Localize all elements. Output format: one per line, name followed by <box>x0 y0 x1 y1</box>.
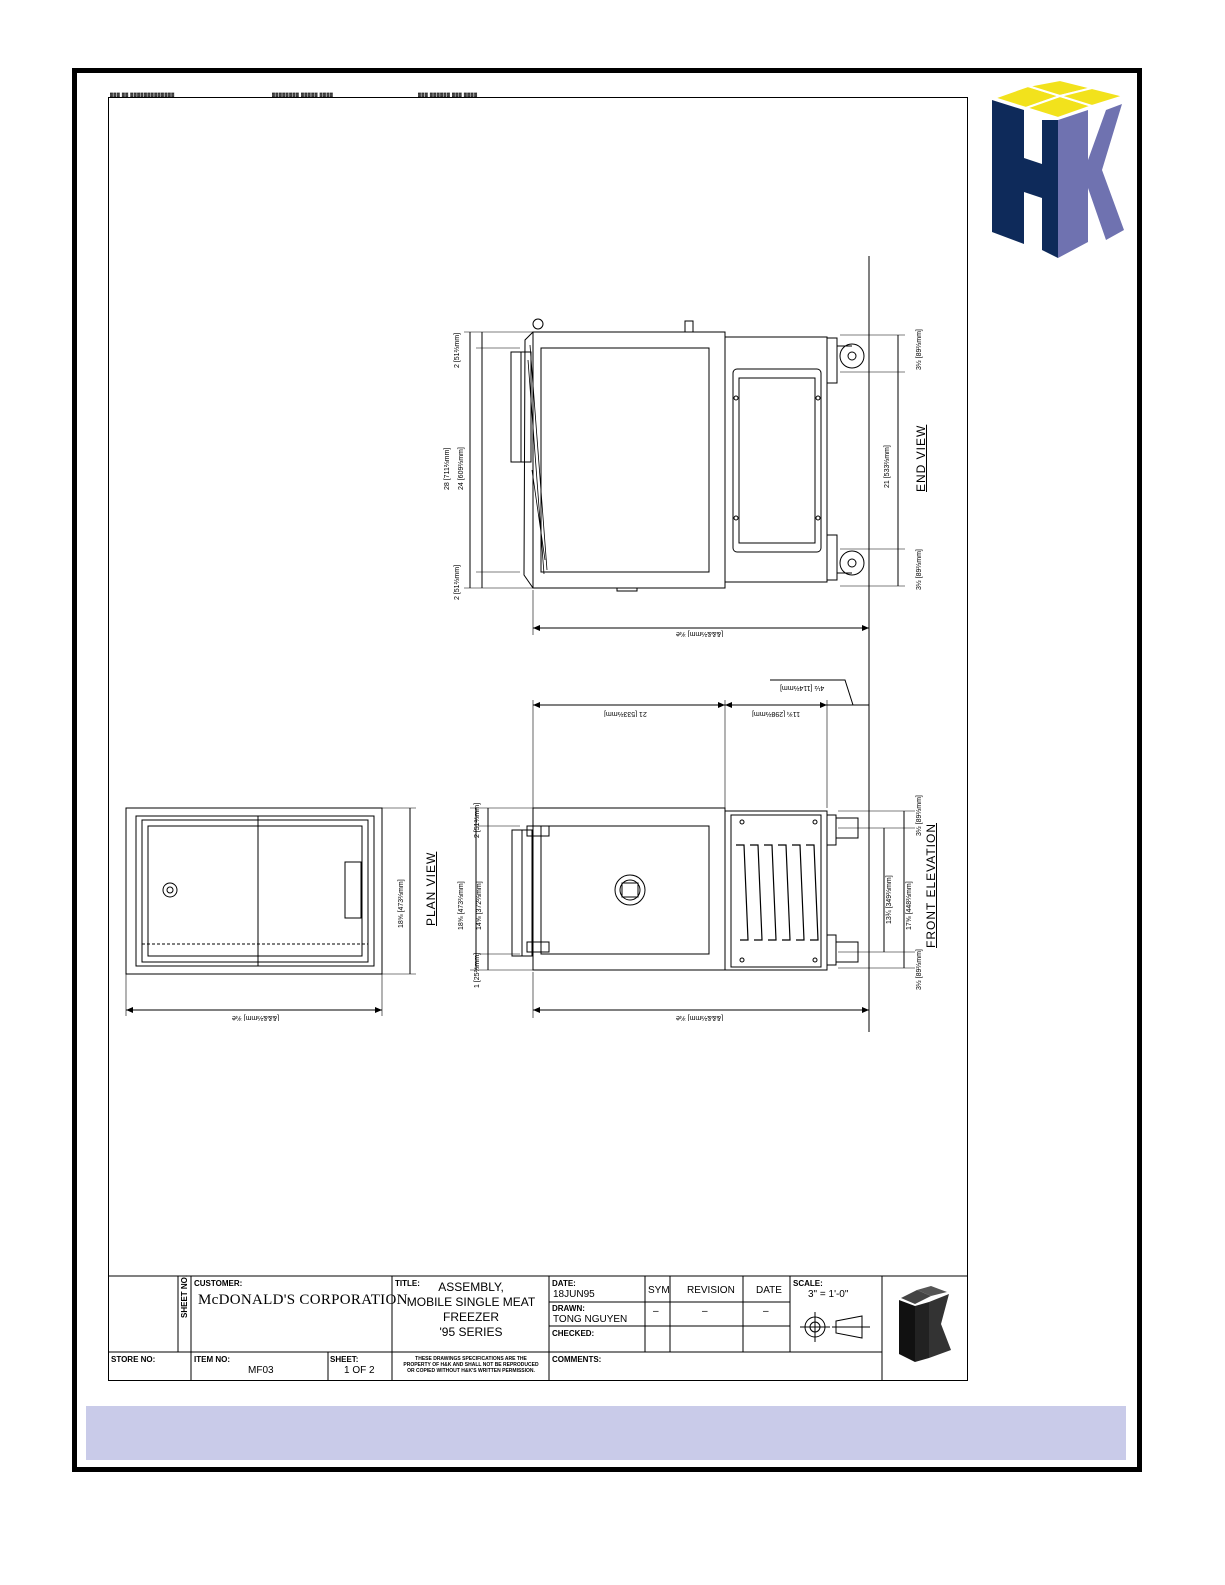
store-no-label: STORE NO: <box>111 1355 156 1364</box>
dim-end-top: 2 [51⅔mm] <box>454 332 461 368</box>
title-block-title <box>395 1280 547 1340</box>
property-note <box>393 1356 549 1374</box>
rev-date-header: DATE <box>756 1285 782 1296</box>
dim-front-right-bottom: 3½ [89⅔mm] <box>916 949 923 990</box>
dim-front-top-right: 11¾ [298⅔mm] <box>752 710 801 717</box>
title-label: TITLE: <box>395 1279 420 1288</box>
dim-front-right-a: 17⅝ [448⅔mm] <box>906 881 913 930</box>
comments-label: COMMENTS: <box>552 1355 602 1364</box>
drawn-value: TONG NGUYEN <box>553 1314 628 1325</box>
dim-front-left-top: 2 [51⅔mm] <box>474 802 481 838</box>
footer-band <box>86 1406 1126 1460</box>
sym-value: – <box>653 1306 659 1317</box>
dim-plan-height: 18⅝ [473⅔mm] <box>398 879 405 928</box>
scale-value: 3" = 1'-0" <box>808 1289 849 1300</box>
item-no-label: ITEM NO: <box>194 1355 230 1364</box>
revision-header: REVISION <box>687 1285 735 1296</box>
scale-label: SCALE: <box>793 1279 823 1288</box>
item-no-value: MF03 <box>248 1365 274 1376</box>
header-text-2: ▓▓▓▓▓▓▓▓ ▓▓▓▓▓ ▓▓▓▓ <box>272 92 334 97</box>
dim-end-overall: 28 [711⅔mm] <box>444 447 451 490</box>
title-line-4: '95 SERIES <box>439 1325 503 1339</box>
revision-value: – <box>702 1306 708 1317</box>
end-view-label: END VIEW <box>914 424 928 492</box>
dim-front-right-b: 13¾ [349⅔mm] <box>886 875 893 924</box>
header-text-3: ▓▓▓ ▓▓▓▓▓▓ ▓▓▓ ▓▓▓▓ <box>418 92 478 97</box>
dim-front-left-bottom: 1 [25⅔mm] <box>474 952 481 988</box>
front-elevation-label: FRONT ELEVATION <box>924 822 938 948</box>
dim-plan-width: [&&&⅔mm] ¾é <box>232 1014 280 1021</box>
sheet-value: 1 OF 2 <box>344 1365 375 1376</box>
property-note-line-1: THESE DRAWINGS SPECIFICATIONS ARE THE <box>415 1356 527 1362</box>
dim-end-bottom: 2 [51⅔mm] <box>454 564 461 600</box>
plan-view-label: PLAN VIEW <box>424 851 438 926</box>
checked-label: CHECKED: <box>552 1329 595 1338</box>
dim-front-left-inner: 14⅝ [372⅔mm] <box>476 881 483 930</box>
dim-end-width: [&&&⅔mm] ¾é <box>676 630 724 637</box>
dim-end-right-mid: 21 [533⅔mm] <box>884 445 891 488</box>
rev-date-value: – <box>763 1306 769 1317</box>
dim-front-right-top: 3½ [89⅔mm] <box>916 795 923 836</box>
sheet-no-label: SHEET NO. <box>180 1274 189 1318</box>
third-angle-projection-icon <box>800 1312 872 1342</box>
sheet-label: SHEET: <box>330 1355 359 1364</box>
date-label: DATE: <box>552 1279 576 1288</box>
dim-end-right-top: 3½ [89⅔mm] <box>916 329 923 370</box>
dim-front-width: [&&&⅔mm] ¾é <box>676 1014 724 1021</box>
sym-header: SYM <box>648 1285 670 1296</box>
title-line-3: FREEZER <box>442 1310 499 1324</box>
dim-front-top-step: 4½ [114⅔mm] <box>780 684 825 691</box>
customer-value: McDONALD'S CORPORATION <box>198 1292 408 1308</box>
hk-small-logo-icon <box>895 1284 955 1364</box>
drawn-label: DRAWN: <box>552 1304 585 1313</box>
property-note-line-3: OR COPIED WITHOUT H&K'S WRITTEN PERMISSION. <box>407 1368 535 1374</box>
date-value: 18JUN95 <box>553 1289 595 1300</box>
property-note-line-2: PROPERTY OF H&K AND SHALL NOT BE REPRODUCED <box>403 1362 539 1368</box>
customer-label: CUSTOMER: <box>194 1279 243 1288</box>
dim-end-inner: 24 [609⅔mm] <box>458 447 465 490</box>
dim-front-left-outer: 18⅝ [473⅔mm] <box>458 881 465 930</box>
title-line-2: MOBILE SINGLE MEAT <box>406 1295 536 1309</box>
dim-front-top-left: 21 [533⅔mm] <box>604 710 647 717</box>
title-line-1: ASSEMBLY, <box>438 1280 504 1294</box>
header-text-1: ▓▓▓ ▓▓ ▓▓▓▓▓▓▓▓▓▓▓▓▓ <box>110 92 175 97</box>
dim-end-right-bottom: 3½ [89⅔mm] <box>916 549 923 590</box>
